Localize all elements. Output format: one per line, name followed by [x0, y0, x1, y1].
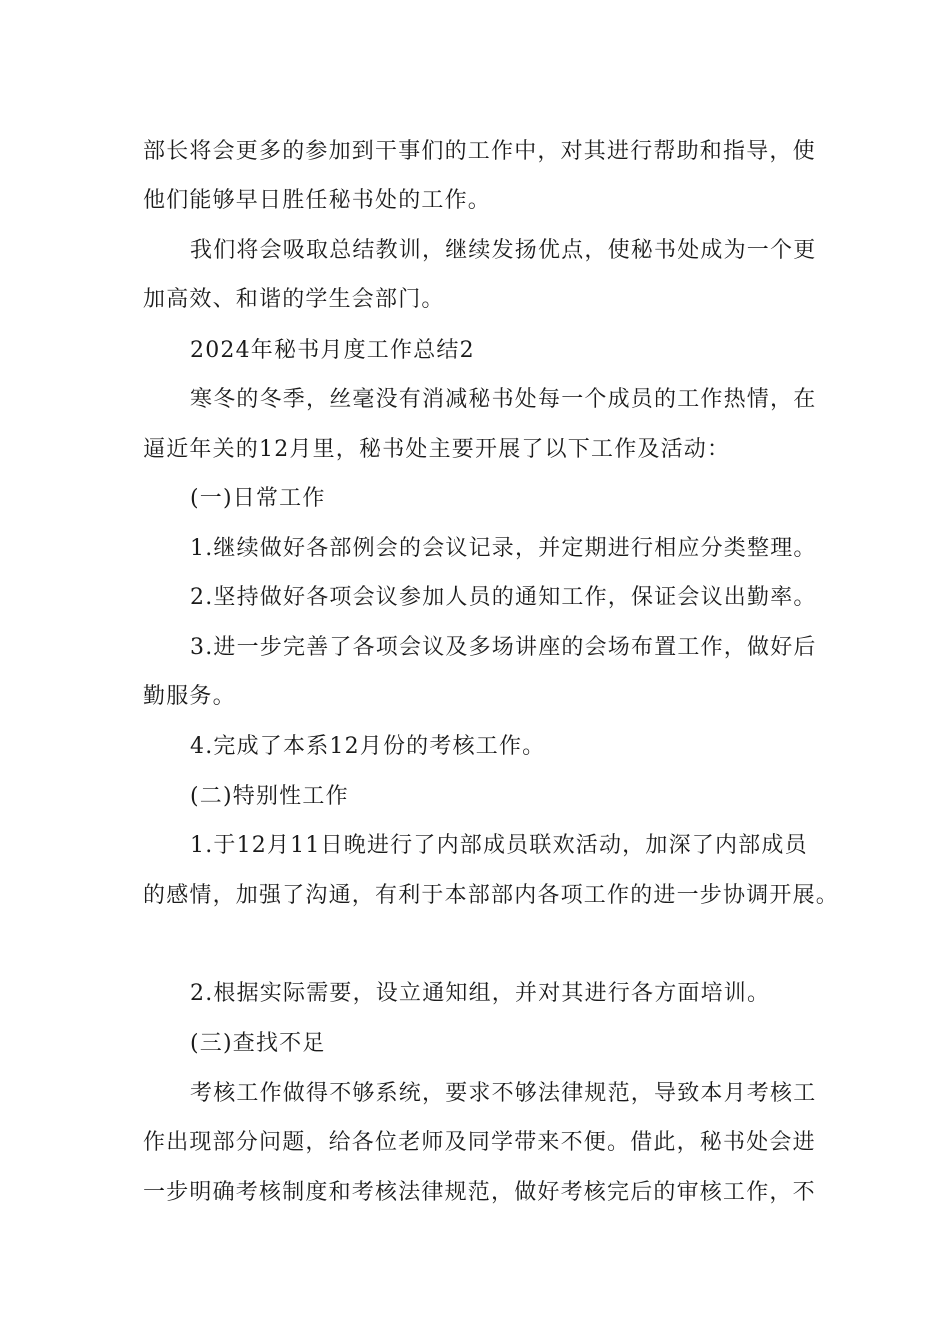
list-item: 2.根据实际需要，设立通知组，并对其进行各方面培训。: [190, 981, 771, 1006]
paragraph-line: 寒冬的冬季，丝毫没有消减秘书处每一个成员的工作热情，在: [190, 387, 817, 412]
paragraph-line: 他们能够早日胜任秘书处的工作。: [143, 188, 492, 213]
paragraph-line: 作出现部分问题，给各位老师及同学带来不便。借此，秘书处会进: [143, 1130, 816, 1155]
paragraph-line: 考核工作做得不够系统，要求不够法律规范，导致本月考核工: [190, 1081, 817, 1106]
list-item: 1.继续做好各部例会的会议记录，并定期进行相应分类整理。: [190, 536, 817, 561]
subsection-heading: (一)日常工作: [190, 486, 326, 511]
paragraph-line: 部长将会更多的参加到干事们的工作中，对其进行帮助和指导，使: [143, 139, 816, 164]
list-item: 4.完成了本系12月份的考核工作。: [190, 734, 546, 759]
list-item-continuation: 勤服务。: [143, 684, 236, 709]
subsection-heading: (二)特别性工作: [190, 784, 349, 809]
list-item: 1.于12月11日晚进行了内部成员联欢活动，加深了内部成员: [190, 833, 808, 858]
list-item: 3.进一步完善了各项会议及多场讲座的会场布置工作，做好后: [190, 635, 817, 660]
list-item: 2.坚持做好各项会议参加人员的通知工作，保证会议出勤率。: [190, 585, 817, 610]
paragraph-line: 加高效、和谐的学生会部门。: [143, 287, 445, 312]
paragraph-line: 逼近年关的12月里，秘书处主要开展了以下工作及活动：: [143, 437, 731, 462]
subsection-heading: (三)查找不足: [190, 1031, 326, 1056]
paragraph-line: 一步明确考核制度和考核法律规范，做好考核完后的审核工作，不: [143, 1180, 816, 1205]
list-item-continuation: 的感情，加强了沟通，有利于本部部内各项工作的进一步协调开展。: [143, 883, 840, 908]
section-title: 2024年秘书月度工作总结2: [190, 338, 475, 363]
paragraph-line: 我们将会吸取总结教训，继续发扬优点，使秘书处成为一个更: [190, 238, 817, 263]
